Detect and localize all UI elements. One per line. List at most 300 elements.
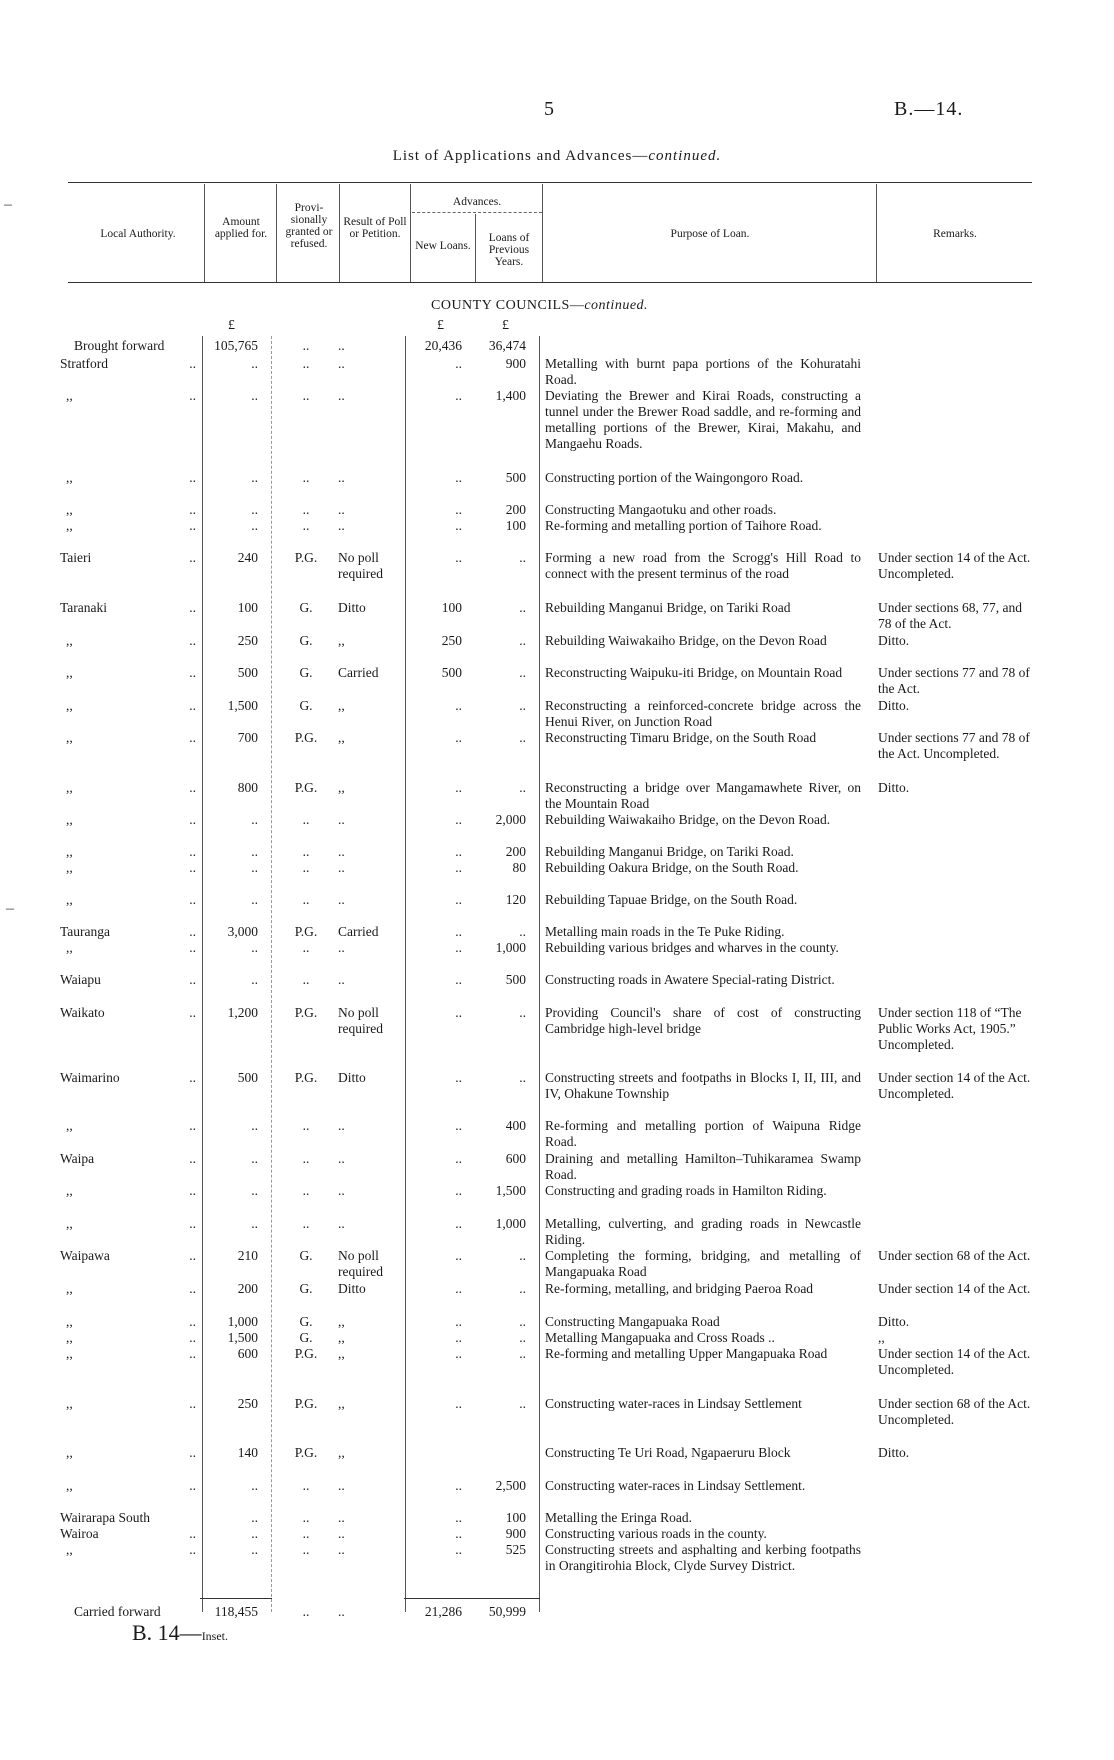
cell-amt: 1,500 — [227, 1330, 258, 1345]
cell-res: .. — [338, 1542, 345, 1557]
cell-auth: Waimarino — [60, 1070, 120, 1085]
cell-purp: Metalling with burnt papa portions of the Kohuratahi Road. — [545, 356, 861, 387]
cell-new: .. — [455, 844, 462, 859]
cell-rem: Under section 68 of the Act. — [878, 1248, 1031, 1263]
cell-purp: Constructing roads in Awatere Special-rating District. — [545, 972, 835, 987]
cell-amt: .. — [251, 388, 258, 403]
cell-res: .. — [338, 972, 345, 987]
cell-new: .. — [455, 1070, 462, 1085]
cell-d: .. — [189, 1526, 196, 1541]
cell-d: .. — [189, 892, 196, 907]
cell-prev: 525 — [505, 1542, 526, 1557]
cell-pg: .. — [302, 1151, 310, 1166]
cell-new: .. — [455, 1216, 462, 1231]
cell-auth: ,, — [66, 502, 73, 517]
cell-new: .. — [455, 388, 462, 403]
cell-res: .. — [338, 860, 345, 875]
cell-auth: ,, — [66, 940, 73, 955]
cell-purp: Rebuilding Tapuae Bridge, on the South Road. — [545, 892, 798, 907]
cell-d: .. — [189, 1330, 196, 1345]
cell-d: .. — [189, 1070, 196, 1085]
cell-res: ,, — [338, 1314, 345, 1329]
margin-mark: ‒ — [6, 900, 14, 917]
cell-pg: .. — [302, 1478, 310, 1493]
cell-purp: Rebuilding Waiwakaiho Bridge, on the Devon Road. — [545, 812, 831, 827]
cell-new: .. — [455, 780, 462, 795]
cell-purp: Completing the forming, bridging, and metalling of Mangapuaka Road — [545, 1248, 861, 1279]
cell-new: .. — [455, 1478, 462, 1493]
cell-rem: Under section 14 of the Act. — [878, 1281, 1031, 1296]
cell-auth: ,, — [66, 1478, 73, 1493]
header-advances: Advances. — [452, 196, 502, 208]
cell-amt: 100 — [237, 600, 258, 615]
cell-d: .. — [189, 1005, 196, 1020]
cell-amt: 800 — [237, 780, 258, 795]
cell-auth: ,, — [66, 812, 73, 827]
cell-auth: Wairoa — [60, 1526, 99, 1541]
cell-amt: .. — [251, 844, 258, 859]
cell-prev: .. — [519, 698, 526, 713]
cell-auth: ,, — [66, 518, 73, 533]
cell-prev: 100 — [505, 1510, 526, 1525]
cell-auth: Taieri — [60, 550, 92, 565]
cell-d: .. — [189, 1248, 196, 1263]
cell-pg: .. — [302, 1510, 310, 1525]
cell-new: .. — [455, 1314, 462, 1329]
cell-res: No poll required — [338, 1005, 383, 1036]
cell-d: .. — [189, 1314, 196, 1329]
cell-new: .. — [455, 1151, 462, 1166]
cell-auth: ,, — [66, 1216, 73, 1231]
cell-d: .. — [189, 1281, 196, 1296]
cell-prev: 600 — [505, 1151, 526, 1166]
cell-prev: 80 — [512, 860, 526, 875]
cell-prev: 900 — [505, 1526, 526, 1541]
cell-new: .. — [455, 730, 462, 745]
cell-amt: .. — [251, 1183, 258, 1198]
cell-rem: Under section 14 of the Act. Uncompleted. — [878, 1346, 1031, 1377]
cell-amt: 3,000 — [227, 924, 258, 939]
cell-d: .. — [189, 1118, 196, 1133]
cell-amt: .. — [251, 1510, 258, 1525]
cell-d: .. — [189, 844, 196, 859]
cell-new: .. — [455, 1396, 462, 1411]
cell-res: ,, — [338, 1330, 345, 1345]
cell-pg: G. — [299, 1314, 313, 1329]
cell-rem: Ditto. — [878, 780, 910, 795]
cell-res: ,, — [338, 1346, 345, 1361]
cell-amt: 118,455 — [214, 1604, 258, 1619]
cell-pg: P.G. — [294, 924, 318, 939]
header-divider — [542, 184, 543, 282]
cell-d: .. — [189, 730, 196, 745]
cell-purp: Rebuilding Waiwakaiho Bridge, on the Devon Road — [545, 633, 827, 648]
cell-d: .. — [189, 812, 196, 827]
cell-d: .. — [189, 1445, 196, 1460]
cell-amt: .. — [251, 972, 258, 987]
page-title — [0, 148, 1114, 165]
cell-d: .. — [189, 388, 196, 403]
total-rule — [404, 1598, 540, 1599]
section-main: COUNTY COUNCILS— — [431, 298, 585, 313]
cell-res: Carried — [338, 665, 379, 680]
cell-res: ,, — [338, 1445, 345, 1460]
cell-res: No poll required — [338, 1248, 383, 1279]
cell-res: .. — [338, 356, 345, 371]
cell-new: 100 — [441, 600, 462, 615]
cell-purp: Re-forming and metalling portion of Waipuna Ridge Road. — [545, 1118, 861, 1149]
header-local-authority: Local Authority. — [100, 228, 176, 240]
cell-res: ,, — [338, 698, 345, 713]
cell-prev: 400 — [505, 1118, 526, 1133]
cell-auth: ,, — [66, 633, 73, 648]
cell-purp: Metalling Mangapuaka and Cross Roads .. — [545, 1330, 775, 1345]
cell-prev: 900 — [505, 356, 526, 371]
cell-auth: Waipawa — [60, 1248, 110, 1263]
cell-purp: Rebuilding Manganui Bridge, on Tariki Road — [545, 600, 791, 615]
cell-res: .. — [338, 502, 345, 517]
cell-new: .. — [455, 892, 462, 907]
cell-purp: Constructing and grading roads in Hamilton Riding. — [545, 1183, 827, 1198]
cell-pg: .. — [302, 1118, 310, 1133]
cell-purp: Rebuilding various bridges and wharves in the county. — [545, 940, 839, 955]
margin-mark: ‒ — [4, 196, 12, 213]
cell-purp: Reconstructing a reinforced-concrete bridge across the Henui River, on Junction Road — [545, 698, 861, 729]
cell-new: .. — [455, 1118, 462, 1133]
column-rule — [271, 336, 272, 1612]
cell-d: .. — [189, 1151, 196, 1166]
cell-pg: .. — [302, 892, 310, 907]
cell-prev: 2,500 — [495, 1478, 526, 1493]
cell-rem: Ditto. — [878, 698, 910, 713]
cell-auth: ,, — [66, 1445, 73, 1460]
cell-new: .. — [455, 1281, 462, 1296]
cell-res: .. — [338, 338, 345, 353]
cell-purp: Metalling the Eringa Road. — [545, 1510, 692, 1525]
cell-d: .. — [189, 780, 196, 795]
footer-mark — [132, 1620, 228, 1646]
cell-auth: ,, — [66, 780, 73, 795]
cell-rem: Ditto. — [878, 633, 910, 648]
cell-auth: Waiapu — [60, 972, 101, 987]
cell-res: .. — [338, 940, 345, 955]
cell-amt: 1,200 — [227, 1005, 258, 1020]
cell-prev: 2,000 — [495, 812, 526, 827]
cell-purp: Constructing water-races in Lindsay Settlement — [545, 1396, 802, 1411]
cell-pg: P.G. — [294, 1005, 318, 1020]
currency-symbol: £ — [502, 318, 509, 333]
cell-res: .. — [338, 388, 345, 403]
cell-auth: ,, — [66, 1396, 73, 1411]
cell-res: ,, — [338, 633, 345, 648]
cell-amt: .. — [251, 1478, 258, 1493]
cell-purp: Metalling main roads in the Te Puke Riding. — [545, 924, 785, 939]
cell-prev: 1,000 — [495, 1216, 526, 1231]
cell-purp: Re-forming and metalling Upper Mangapuaka Road — [545, 1346, 828, 1361]
cell-auth: ,, — [66, 1542, 73, 1557]
header-divider — [204, 184, 205, 282]
cell-purp: Reconstructing Timaru Bridge, on the South Road — [545, 730, 817, 745]
cell-pg: .. — [302, 1216, 310, 1231]
cell-res: .. — [338, 1183, 345, 1198]
cell-res: .. — [338, 812, 345, 827]
cell-d: .. — [189, 518, 196, 533]
cell-purp: Rebuilding Manganui Bridge, on Tariki Road. — [545, 844, 794, 859]
cell-new: .. — [455, 1183, 462, 1198]
cell-amt: .. — [251, 470, 258, 485]
cell-auth: ,, — [66, 730, 73, 745]
cell-auth: ,, — [66, 388, 73, 403]
cell-auth: Tauranga — [60, 924, 111, 939]
currency-symbol: £ — [228, 318, 235, 333]
cell-pg: .. — [302, 972, 310, 987]
cell-amt: .. — [251, 1151, 258, 1166]
cell-pg: G. — [299, 698, 313, 713]
cell-amt: .. — [251, 356, 258, 371]
cell-new: .. — [455, 1248, 462, 1263]
cell-pg: G. — [299, 633, 313, 648]
cell-purp: Constructing water-races in Lindsay Settlement. — [545, 1478, 806, 1493]
cell-prev: 1,400 — [495, 388, 526, 403]
cell-purp: Providing Council's share of cost of constructing Cambridge high-level bridge — [545, 1005, 861, 1036]
cell-new: .. — [455, 1510, 462, 1525]
cell-res: No poll required — [338, 550, 383, 581]
cell-amt: 250 — [237, 1396, 258, 1411]
document-code: B.—14. — [894, 98, 964, 120]
cell-prev: .. — [519, 924, 526, 939]
cell-res: .. — [338, 844, 345, 859]
cell-d: .. — [189, 633, 196, 648]
cell-purp: Rebuilding Oakura Bridge, on the South Road. — [545, 860, 799, 875]
title-main: List of Applications and Advances— — [392, 148, 649, 164]
currency-symbol: £ — [437, 318, 444, 333]
cell-new: .. — [455, 972, 462, 987]
cell-pg: .. — [302, 388, 310, 403]
cell-res: .. — [338, 892, 345, 907]
cell-prev: .. — [519, 550, 526, 565]
header-divider — [876, 184, 877, 282]
cell-pg: P.G. — [294, 1346, 318, 1361]
cell-rem: Under section 68 of the Act. Uncompleted. — [878, 1396, 1031, 1427]
header-divider — [339, 184, 340, 282]
cell-d: .. — [189, 698, 196, 713]
cell-prev: .. — [519, 1281, 526, 1296]
cell-pg: .. — [302, 470, 310, 485]
cell-prev: .. — [519, 1005, 526, 1020]
cell-purp: Constructing Mangaotuku and other roads. — [545, 502, 777, 517]
cell-amt: .. — [251, 1216, 258, 1231]
cell-pg: .. — [302, 940, 310, 955]
cell-amt: 140 — [237, 1445, 258, 1460]
cell-rem: ,, — [878, 1330, 885, 1345]
cell-rem: Under section 14 of the Act. Uncompleted. — [878, 1070, 1031, 1101]
cell-d: .. — [189, 860, 196, 875]
cell-pg: P.G. — [294, 780, 318, 795]
cell-new: .. — [455, 356, 462, 371]
cell-auth: ,, — [66, 665, 73, 680]
cell-amt: .. — [251, 518, 258, 533]
cell-auth: Waipa — [60, 1151, 95, 1166]
cell-amt: .. — [251, 1542, 258, 1557]
header-top-rule — [68, 182, 1032, 183]
title-italic: continued. — [648, 148, 722, 164]
column-rule — [539, 336, 540, 1612]
cell-new: .. — [455, 550, 462, 565]
cell-pg: G. — [299, 1330, 313, 1345]
cell-rem: Under sections 77 and 78 of the Act. Uncompleted. — [878, 730, 1030, 761]
cell-pg: .. — [302, 1183, 310, 1198]
cell-res: .. — [338, 1604, 345, 1619]
cell-res: Ditto — [338, 1070, 366, 1085]
cell-res: Carried — [338, 924, 379, 939]
cell-pg: G. — [299, 665, 313, 680]
cell-pg: P.G. — [294, 730, 318, 745]
cell-res: .. — [338, 518, 345, 533]
cell-prev: 500 — [505, 972, 526, 987]
cell-auth: ,, — [66, 1183, 73, 1198]
total-rule — [200, 1598, 272, 1599]
cell-res: .. — [338, 1478, 345, 1493]
cell-prev: 1,500 — [495, 1183, 526, 1198]
cell-d: .. — [189, 972, 196, 987]
cell-purp: Metalling, culverting, and grading roads in Newcastle Riding. — [545, 1216, 861, 1247]
cell-d: .. — [189, 1183, 196, 1198]
cell-new: .. — [455, 1346, 462, 1361]
cell-pg: P.G. — [294, 1396, 318, 1411]
cell-res: .. — [338, 470, 345, 485]
header-divider — [276, 184, 277, 282]
cell-amt: .. — [251, 860, 258, 875]
cell-prev: .. — [519, 780, 526, 795]
cell-new: .. — [455, 1330, 462, 1345]
cell-prev: .. — [519, 633, 526, 648]
cell-new: 250 — [441, 633, 462, 648]
cell-amt: 240 — [237, 550, 258, 565]
cell-res: ,, — [338, 730, 345, 745]
cell-pg: .. — [302, 860, 310, 875]
cell-d: .. — [189, 600, 196, 615]
cell-res: .. — [338, 1526, 345, 1541]
cell-d: .. — [189, 502, 196, 517]
footer-inset: Inset. — [201, 1629, 229, 1643]
cell-d: .. — [189, 356, 196, 371]
cell-prev: .. — [519, 1070, 526, 1085]
cell-auth: Brought forward — [74, 338, 165, 353]
cell-amt: .. — [251, 892, 258, 907]
cell-new: .. — [455, 1005, 462, 1020]
cell-prev: .. — [519, 1248, 526, 1263]
cell-res: Ditto — [338, 1281, 366, 1296]
cell-amt: .. — [251, 502, 258, 517]
cell-prev: .. — [519, 1346, 526, 1361]
cell-res: .. — [338, 1118, 345, 1133]
cell-rem: Ditto. — [878, 1445, 910, 1460]
cell-amt: .. — [251, 812, 258, 827]
cell-prev: .. — [519, 600, 526, 615]
cell-pg: .. — [302, 518, 310, 533]
cell-pg: .. — [302, 812, 310, 827]
section-heading — [431, 298, 648, 314]
cell-purp: Constructing various roads in the county. — [545, 1526, 767, 1541]
cell-pg: P.G. — [294, 1070, 318, 1085]
cell-prev: .. — [519, 665, 526, 680]
cell-res: Ditto — [338, 600, 366, 615]
cell-new: .. — [455, 940, 462, 955]
cell-auth: Waikato — [60, 1005, 105, 1020]
cell-amt: 1,000 — [227, 1314, 258, 1329]
cell-res: ,, — [338, 780, 345, 795]
cell-auth: Wairarapa South — [60, 1510, 151, 1525]
cell-auth: ,, — [66, 1330, 73, 1345]
cell-amt: .. — [251, 1526, 258, 1541]
cell-auth: ,, — [66, 1118, 73, 1133]
cell-pg: .. — [302, 356, 310, 371]
cell-auth: Stratford — [60, 356, 108, 371]
cell-new: .. — [455, 518, 462, 533]
cell-amt: 200 — [237, 1281, 258, 1296]
cell-auth: ,, — [66, 844, 73, 859]
cell-prev: 100 — [505, 518, 526, 533]
cell-d: .. — [189, 470, 196, 485]
cell-new: .. — [455, 470, 462, 485]
cell-pg: P.G. — [294, 1445, 318, 1460]
advances-rule — [412, 212, 542, 213]
cell-auth: ,, — [66, 892, 73, 907]
cell-rem: Ditto. — [878, 1314, 910, 1329]
cell-purp: Reconstructing a bridge over Mangamawhete River, on the Mountain Road — [545, 780, 861, 811]
cell-prev: 500 — [505, 470, 526, 485]
cell-auth: Taranaki — [60, 600, 108, 615]
cell-purp: Constructing Te Uri Road, Ngapaeruru Block — [545, 1445, 791, 1460]
cell-new: .. — [455, 860, 462, 875]
cell-d: .. — [189, 1346, 196, 1361]
cell-purp: Reconstructing Waipuku-iti Bridge, on Mountain Road — [545, 665, 843, 680]
cell-purp: Draining and metalling Hamilton–Tuhikaramea Swamp Road. — [545, 1151, 861, 1182]
cell-prev: 200 — [505, 844, 526, 859]
cell-pg: .. — [302, 338, 310, 353]
header-provisionally: Provi-sionally granted or refused. — [285, 202, 333, 250]
cell-pg: G. — [299, 600, 313, 615]
cell-prev: 200 — [505, 502, 526, 517]
cell-prev: .. — [519, 730, 526, 745]
cell-res: ,, — [338, 1396, 345, 1411]
cell-auth: ,, — [66, 1346, 73, 1361]
cell-prev: 120 — [505, 892, 526, 907]
cell-d: .. — [189, 1396, 196, 1411]
header-divider — [410, 184, 411, 282]
cell-amt: 210 — [237, 1248, 258, 1263]
cell-new: .. — [455, 1542, 462, 1557]
cell-pg: .. — [302, 1526, 310, 1541]
cell-auth: Carried forward — [74, 1604, 161, 1619]
cell-prev: .. — [519, 1330, 526, 1345]
section-italic: continued. — [584, 298, 649, 313]
cell-amt: .. — [251, 940, 258, 955]
cell-new: .. — [455, 812, 462, 827]
cell-d: .. — [189, 1478, 196, 1493]
cell-new: 21,286 — [424, 1604, 462, 1619]
cell-amt: 250 — [237, 633, 258, 648]
cell-purp: Constructing portion of the Waingongoro Road. — [545, 470, 804, 485]
cell-auth: ,, — [66, 470, 73, 485]
cell-pg: G. — [299, 1248, 313, 1263]
cell-pg: .. — [302, 844, 310, 859]
header-bottom-rule — [68, 282, 1032, 283]
header-remarks: Remarks. — [933, 228, 977, 240]
cell-rem: Under section 14 of the Act. Uncompleted. — [878, 550, 1031, 581]
cell-purp: Constructing Mangapuaka Road — [545, 1314, 720, 1329]
header-result: Result of Poll or Petition. — [343, 216, 407, 240]
